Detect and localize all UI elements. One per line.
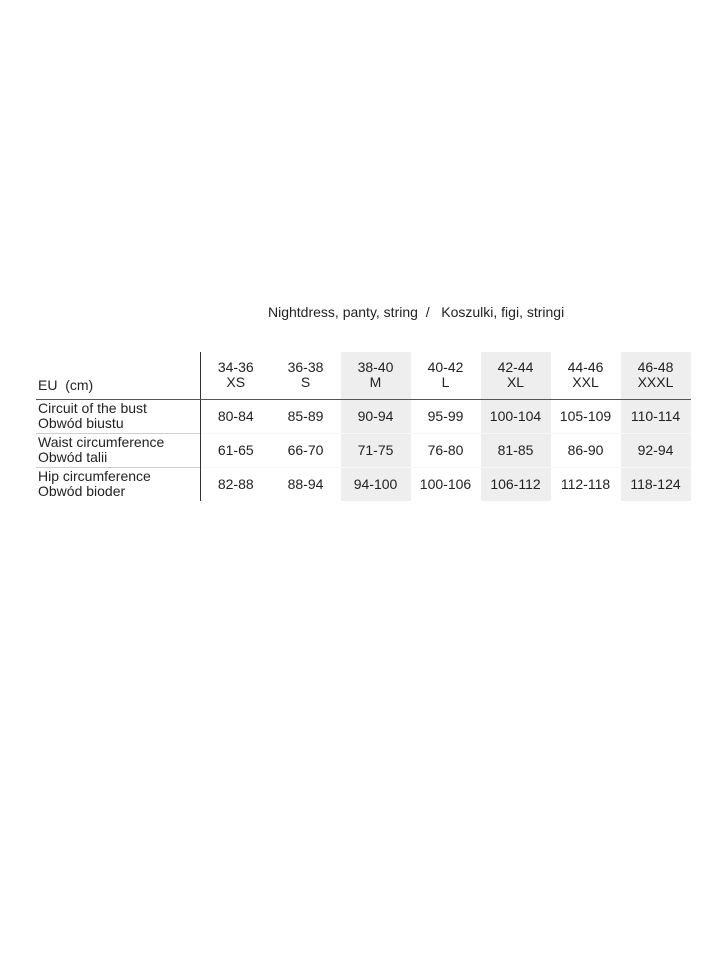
table-cell: 80-84 [217, 407, 254, 424]
size-header-xxxl [621, 352, 691, 399]
table-cell: 85-89 [287, 407, 324, 424]
table-cell: 118-124 [621, 467, 691, 501]
table-cell: 81-85 [481, 433, 551, 467]
table-cell: 95-99 [427, 407, 464, 424]
size-header-xl [481, 352, 551, 399]
size-eu-range: 34-36 [217, 359, 254, 376]
size-header-row [36, 352, 691, 399]
table-cell: 100-104 [481, 399, 551, 433]
size-letter: XS [226, 374, 246, 391]
table-cell: 94-100 [341, 467, 411, 501]
table-row-hip [36, 467, 691, 501]
table-cell: 71-75 [341, 433, 411, 467]
size-header-l [411, 352, 481, 399]
size-header-s [271, 352, 341, 399]
table-cell: 86-90 [551, 433, 621, 467]
row-label-en: Circuit of the bust [38, 400, 147, 416]
size-chart-table [36, 352, 691, 501]
size-eu-range: 42-44 [497, 359, 534, 376]
table-cell: 88-94 [271, 467, 341, 501]
row-label-bust [36, 399, 201, 433]
row-label-en: Hip circumference [38, 468, 151, 485]
table-cell: 90-94 [341, 399, 411, 433]
size-header-xs [201, 352, 271, 399]
size-eu-range: 46-48 [637, 359, 674, 376]
row-label-pl: Obwód biustu [38, 415, 124, 431]
table-row-bust [36, 399, 691, 433]
table-cell: 112-118 [551, 467, 621, 501]
size-eu-range: 44-46 [567, 359, 604, 376]
size-letter: M [369, 374, 382, 391]
eu-unit-label: EU (cm) [36, 352, 201, 399]
table-cell: 92-94 [621, 433, 691, 467]
row-label-pl: Obwód talii [38, 449, 108, 465]
size-letter: S [300, 374, 311, 391]
row-label-hip [36, 467, 201, 501]
size-letter: XXXL [637, 374, 674, 391]
table-row-waist [36, 433, 691, 467]
table-cell: 105-109 [559, 407, 612, 424]
size-letter: L [441, 374, 450, 391]
table-cell: 110-114 [621, 399, 691, 433]
size-chart-title: Nightdress, panty, string / Koszulki, figi, stringi [268, 304, 565, 320]
table-cell: 61-65 [201, 433, 271, 467]
table-cell: 106-112 [481, 467, 551, 501]
size-letter: XL [506, 374, 525, 391]
size-eu-range: 36-38 [287, 359, 324, 376]
table-cell: 82-88 [201, 467, 271, 501]
size-header-m [341, 352, 411, 399]
size-eu-range: 40-42 [427, 359, 464, 376]
row-label-pl: Obwód bioder [38, 483, 126, 500]
row-label-en: Waist circumference [38, 434, 165, 450]
row-label-waist [36, 433, 201, 467]
table-cell: 100-106 [411, 467, 481, 501]
size-header-xxl [551, 352, 621, 399]
table-cell: 66-70 [271, 433, 341, 467]
size-eu-range: 38-40 [357, 359, 394, 376]
table-cell: 76-80 [411, 433, 481, 467]
size-letter: XXL [572, 374, 599, 391]
